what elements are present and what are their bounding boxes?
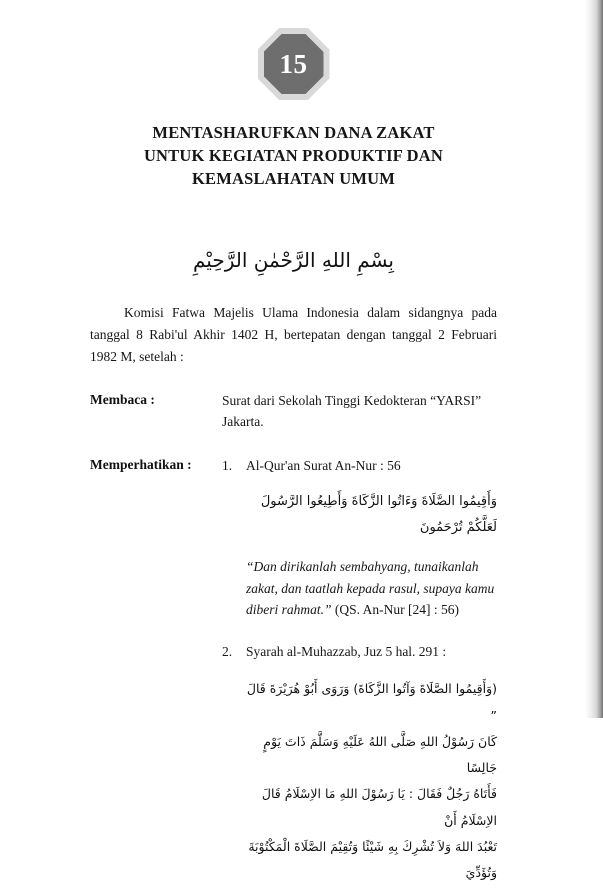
list-item-heading-2: Syarah al-Muhazzab, Juz 5 hal. 291 : — [246, 643, 447, 659]
page-content — [0, 28, 585, 888]
page-title — [90, 122, 497, 190]
basmalah-text: بِسْمِ اللهِ الرَّحْمٰنِ الرَّحِيْمِ — [192, 248, 394, 273]
list-item-body-2 — [246, 641, 497, 887]
section-memperhatikan-label: Memperhatikan : — [90, 457, 192, 473]
arabic-verse-1: وَأَقِيمُوا الصَّلَاةَ وَءَاتُوا الزَّكَاةَ وَأَطِيعُوا الرَّسُولَ لَعَلَّكُمْ تُرْحَمُونَ — [260, 493, 497, 536]
list-item-body-1 — [246, 455, 497, 621]
section-memperhatikan — [90, 455, 497, 888]
list-item — [222, 641, 497, 887]
verse-translation-text-1: “Dan dirikanlah sembahyang, tunaikanlah zakat, dan taatlah kepada rasul, supaya kamu diberi rahmat.” — [246, 558, 495, 618]
chapter-badge-container — [90, 28, 497, 100]
list-item — [222, 455, 497, 621]
arabic-quote-2-line-1: (وَأَقِيمُوا الصَّلَاةَ وَآتُوا الزَّكَاةَ) وَرَوَى أَبُوْ هُرَيْرَةَ قَالَ ” — [246, 681, 497, 723]
list-item-marker-1: 1. — [222, 458, 233, 474]
list-spacer — [222, 623, 497, 641]
page-title-line-3: KEMASLAHATAN UMUM — [191, 168, 396, 188]
list-item-heading-1: Al-Qur'an Surat An-Nur : 56 — [246, 458, 401, 474]
arabic-quote-2-line-2: كَانَ رَسُوْلُ اللهِ صَلَّى اللهُ عَلَيْهِ وَسَلَّمَ ذَاتَ يَوْمٍ جَالِسًا — [263, 733, 497, 776]
arabic-quote-2 — [246, 676, 497, 886]
page-edge-shadow — [585, 0, 603, 718]
page-title-line-2: UNTUK KEGIATAN PRODUKTIF DAN — [143, 145, 444, 165]
intro-paragraph: Komisi Fatwa Majelis Ulama Indonesia dalam sidangnya pada tanggal 8 Rabi'ul Akhir 1402 H, bertepatan dengan tanggal 2 Februari 1982 M, setelah : — [90, 305, 497, 365]
chapter-number-text: 15 — [279, 48, 308, 79]
section-membaca — [90, 390, 497, 433]
section-membaca-text: Surat dari Sekolah Tinggi Kedokteran “YARSI” Jakarta. — [222, 392, 482, 430]
page-title-line-1: MENTASHARUFKAN DANA ZAKAT — [152, 123, 435, 142]
list-item-marker-2: 2. — [222, 643, 233, 659]
arabic-quote-2-line-4: تَعْبُدَ اللهَ وَلاَ تُشْرِكَ بِهِ شَيْئًا وَتُقِيْمَ الصَّلَاةَ الْمَكْتُوْبَةَ وَتُؤَدِّيَ — [248, 838, 497, 881]
arabic-quote-2-line-3: فَأَتَاهُ رَجُلٌ فَقَالَ : يَا رَسُوْلَ اللهِ مَا الاِسْلَامُ قَالَ الاِسْلَامُ أَنْ — [261, 786, 497, 828]
section-memperhatikan-body — [222, 455, 497, 888]
numbered-list — [222, 455, 497, 886]
chapter-number-badge — [258, 28, 330, 100]
verse-translation-1 — [246, 556, 497, 621]
section-membaca-label: Membaca : — [90, 391, 155, 407]
verse-source-1: (QS. An-Nur [24] : 56) — [334, 602, 460, 618]
